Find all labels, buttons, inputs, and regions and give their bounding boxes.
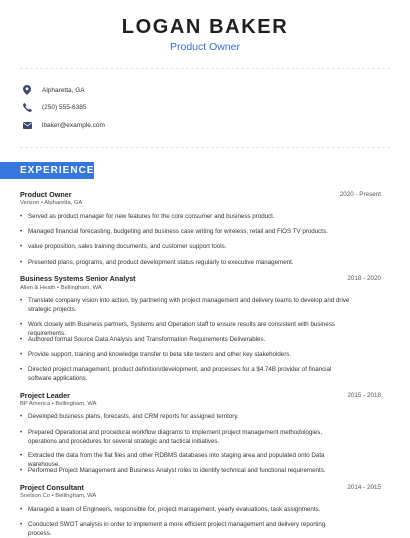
bullet-dot: • <box>20 506 23 513</box>
location-text: Alpharetta, GA <box>42 86 85 94</box>
job-bullet: • Performed Project Management and Business Analyst roles to identify technical and functional requirements. <box>20 467 326 474</box>
job-dates: 2015 - 2018 <box>347 392 381 399</box>
job-company-location: BP America • Bellingham, WA <box>20 401 97 407</box>
bullet-dot: • <box>20 366 23 373</box>
job-bullet: • Provide support, training and knowledge transfer to beta site testers and other key stakeholders. <box>20 351 292 358</box>
job-bullet: • Authored formal Source Data Analysis and Transformation Requirements Deliverables. <box>20 336 266 343</box>
phone-text: (250) 555-6385 <box>42 103 87 111</box>
email-text: lbaker@example.com <box>42 121 105 129</box>
envelope-icon <box>22 120 32 130</box>
bullet-dot: • <box>20 213 23 220</box>
job-bullet: • Directed project management, product definition/development, and processes for a $4.74B provider of financial software applications. <box>20 366 332 382</box>
divider <box>20 147 390 148</box>
bullet-dot: • <box>20 297 23 304</box>
phone-icon <box>22 102 32 112</box>
job-title: Project Consultant <box>20 483 84 492</box>
job-bullet: • Prepared Operational and procedural workflow diagrams to implement project management methodologies, operations and procedures for several strategic and tactical initiatives. <box>20 429 323 445</box>
contact-email <box>22 119 105 131</box>
contact-location <box>22 84 85 96</box>
job-bullet: • Conducted SWOT analysis in order to implement a more efficient project management and delivery reporting process. <box>20 521 326 537</box>
job-company-location: Verizon • Alpharetta, GA <box>20 200 83 206</box>
job-bullet: • value proposition, sales training documents, and customer support tools. <box>20 243 227 250</box>
bullet-dot: • <box>20 243 23 250</box>
job-company-location: Snelson Co • Bellingham, WA <box>20 493 97 499</box>
job-company-location: Allen & Heath • Bellingham, WA <box>20 285 102 291</box>
job-bullet: • Developed business plans, forecasts, and CRM reports for assigned territory. <box>20 413 239 420</box>
candidate-name: LOGAN BAKER <box>121 16 289 38</box>
candidate-role: Product Owner <box>169 41 241 53</box>
bullet-dot: • <box>20 429 23 436</box>
bullet-dot: • <box>20 351 23 358</box>
job-dates: 2020 - Present <box>339 191 381 198</box>
job-title: Project Leader <box>20 391 70 400</box>
bullet-dot: • <box>20 467 23 474</box>
job-bullet: • Translate company vision into action, by partnering with project management and delivery teams to develop and drive strategic projects. <box>20 297 350 313</box>
divider <box>20 68 390 69</box>
contact-phone <box>22 101 86 113</box>
experience-heading: EXPERIENCE <box>0 162 94 179</box>
job-title: Product Owner <box>20 190 72 199</box>
job-bullet: • Managed a team of Engineers, responsible for, project management, yearly evaluations, task assignments. <box>20 506 321 513</box>
bullet-dot: • <box>20 259 23 266</box>
job-title: Business Systems Senior Analyst <box>20 274 136 283</box>
job-dates: 2014 - 2015 <box>347 484 381 491</box>
bullet-dot: • <box>20 321 23 328</box>
job-bullet: • Presented plans, programs, and product development status regularly to executive management. <box>20 259 294 266</box>
bullet-dot: • <box>20 521 23 528</box>
job-bullet: • Served as product manager for new features for the core consumer and business product. <box>20 213 275 220</box>
job-bullet: • Managed financial forecasting, budgeting and business case writing for wireless, retail and FiOS TV products. <box>20 228 328 235</box>
job-bullet: • Extracted the data from the flat files and other RDBMS databases into staging area and populated onto Data warehouse. <box>20 452 325 468</box>
bullet-dot: • <box>20 336 23 343</box>
bullet-dot: • <box>20 413 23 420</box>
bullet-dot: • <box>20 228 23 235</box>
location-pin-icon <box>22 85 32 95</box>
job-dates: 2018 - 2020 <box>347 275 381 282</box>
job-bullet: • Work closely with Business partners, Systems and Operation staff to ensure results are consistent with business requirements. <box>20 321 335 337</box>
bullet-dot: • <box>20 452 23 459</box>
